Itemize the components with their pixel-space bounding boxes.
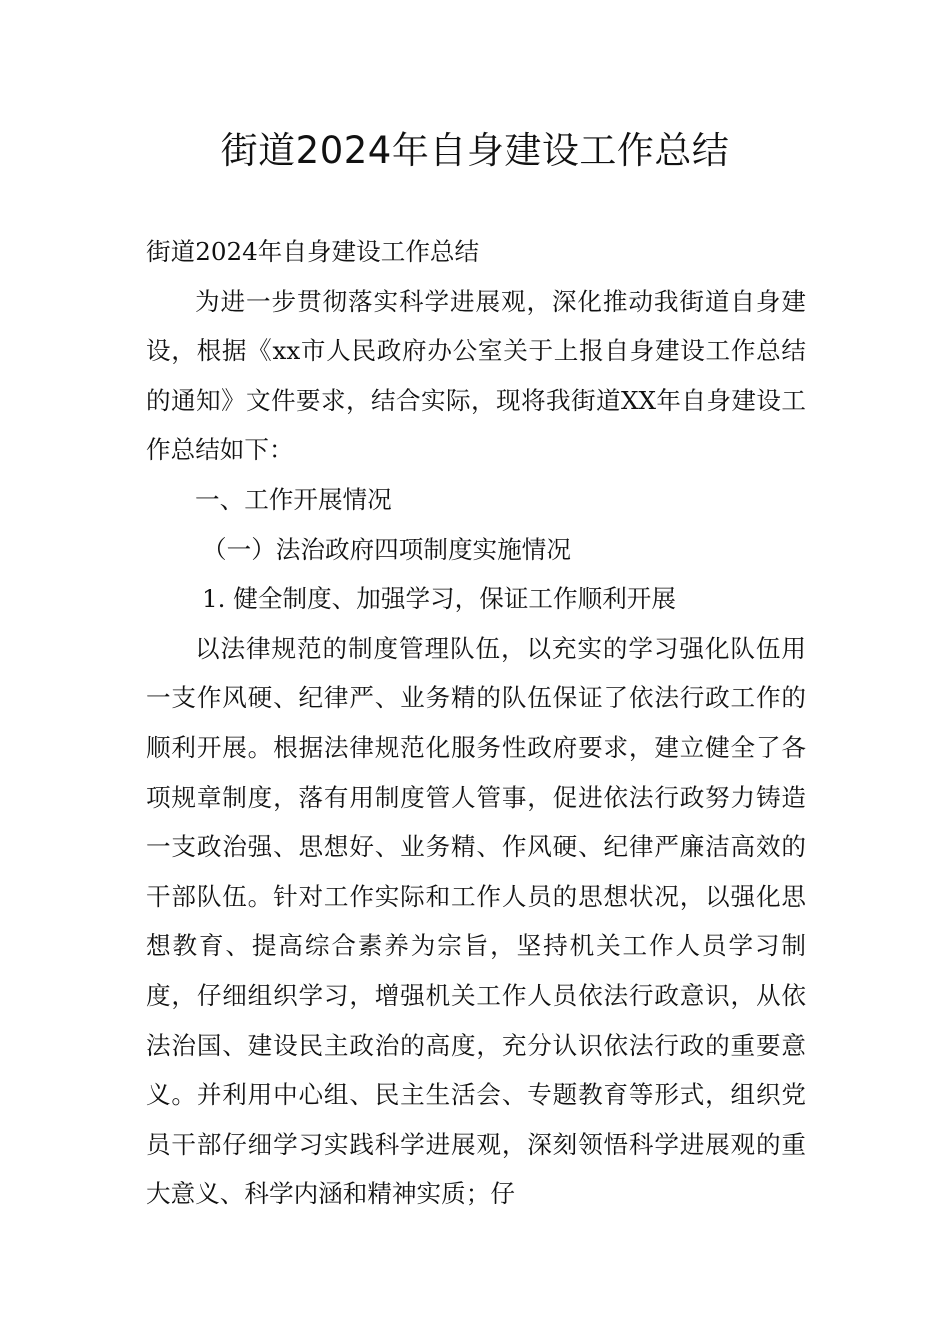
body-heading: 街道2024年自身建设工作总结 (146, 237, 480, 266)
document-body (146, 227, 806, 1219)
document-title: 街道2024年自身建设工作总结 (220, 129, 730, 172)
body-paragraph: 以法律规范的制度管理队伍，以充实的学习强化队伍用一支作风硬、纪律严、业务精的队伍保证了依法行政工作的顺利开展。根据法律规范化服务性政府要求，建立健全了各项规章制度，落有用制度管人管事，促进依法行政努力铸造一支政治强、思想好、业务精、作风硬、纪律严廉洁高效的干部队伍。针对工作实际和工作人员的思想状况，以强化思想教育、提高综合素养为宗旨，坚持机关工作人员学习制度，仔细组织学习，增强机关工作人员依法行政意识，从依法治国、建设民主政治的高度，充分认识依法行政的重要意义。并利用中心组、民主生活会、专题教育等形式，组织党员干部仔细学习实践科学进展观，深刻领悟科学进展观的重大意义、科学内涵和精神实质；仔 (146, 633, 806, 1209)
item-heading: 1. 健全制度、加强学习，保证工作顺利开展 (202, 584, 676, 614)
intro-paragraph: 为进一步贯彻落实科学进展观，深化推动我街道自身建设，根据《xx市人民政府办公室关于上报自身建设工作总结的通知》文件要求，结合实际，现将我街道XX年自身建设工作总结如下： (146, 286, 806, 465)
subsection-heading: （一）法治政府四项制度实施情况 (202, 534, 571, 564)
section-heading: 一、工作开展情况 (195, 484, 392, 514)
